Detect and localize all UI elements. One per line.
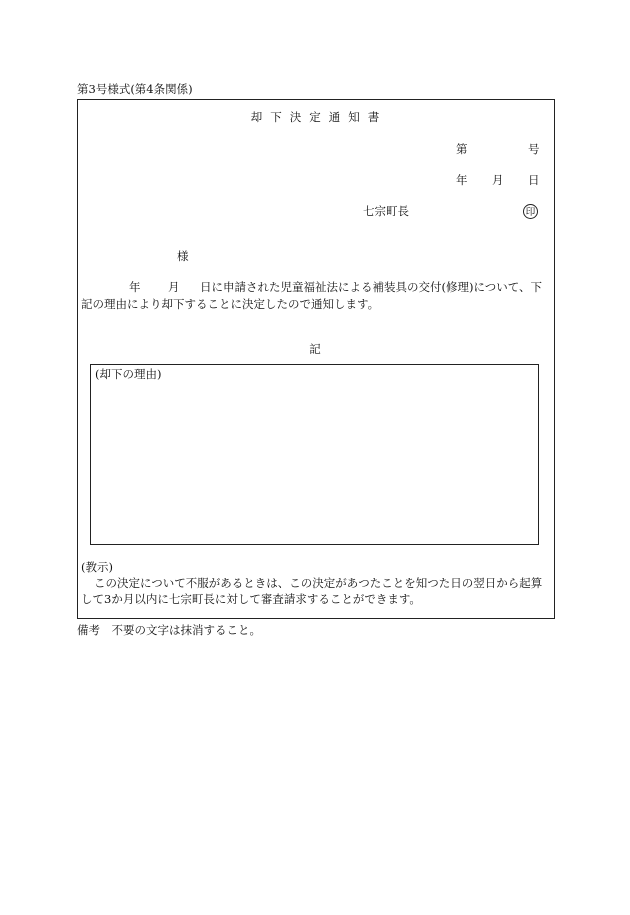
seal-mark: 印 bbox=[523, 204, 538, 219]
body-text-line2: 記の理由により却下することに決定したので通知します。 bbox=[81, 297, 380, 311]
body-month-label: 月 bbox=[168, 280, 180, 294]
form-number-label: 第3号様式(第4条関係) bbox=[77, 82, 193, 96]
date-year-label: 年 bbox=[456, 173, 468, 187]
ki-heading: 記 bbox=[309, 342, 321, 356]
issuer-name: 七宗町長 bbox=[363, 204, 409, 218]
document-title: 却下決定通知書 bbox=[250, 110, 388, 124]
number-prefix: 第 bbox=[456, 142, 468, 156]
instruction-label: (教示) bbox=[81, 560, 113, 574]
date-day-label: 日 bbox=[528, 173, 540, 187]
reason-box bbox=[90, 364, 539, 545]
remark-note: 備考 不要の文字は抹消すること。 bbox=[77, 623, 261, 637]
body-year-label: 年 bbox=[129, 280, 141, 294]
body-text-line1: 日に申請された児童福祉法による補装具の交付(修理)について、下 bbox=[200, 280, 543, 294]
number-suffix: 号 bbox=[528, 142, 540, 156]
date-month-label: 月 bbox=[492, 173, 504, 187]
instruction-text-line2: して3か月以内に七宗町長に対して審査請求することができます。 bbox=[81, 592, 421, 606]
instruction-text-line1: この決定について不服があるときは、この決定があつたことを知つた日の翌日から起算 bbox=[94, 576, 543, 590]
addressee-suffix: 様 bbox=[177, 249, 189, 263]
reason-label: (却下の理由) bbox=[95, 367, 162, 381]
